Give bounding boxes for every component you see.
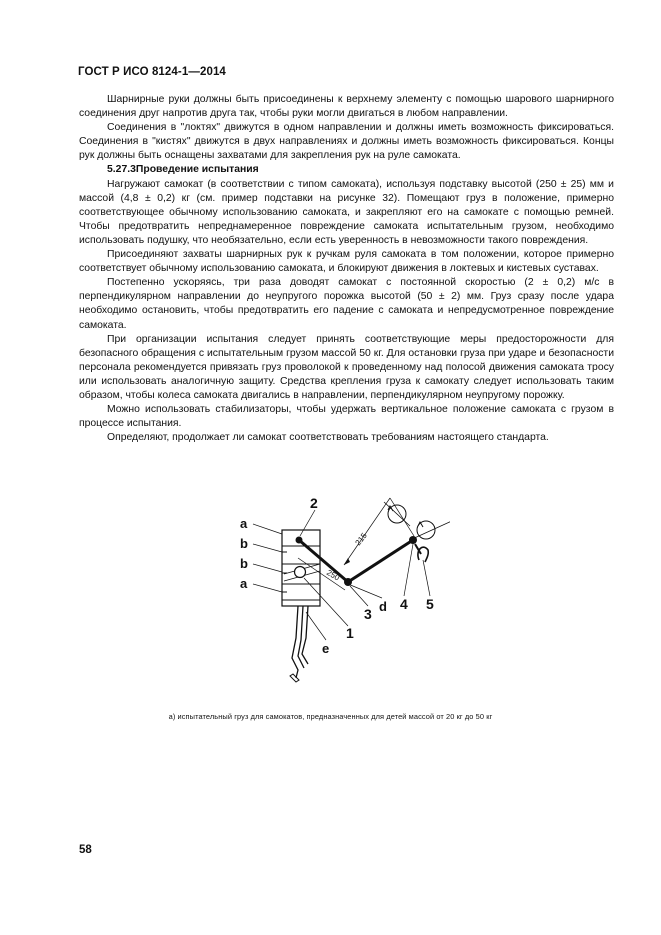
- dimension-upper-arm: 215: [353, 531, 369, 548]
- label-5: 5: [426, 596, 434, 612]
- label-b-upper: b: [240, 536, 248, 551]
- figure-caption: а) испытательный груз для самокатов, предназначенных для детей массой от 20 кг до 50 кг: [168, 712, 493, 721]
- label-a-bottom: a: [240, 576, 248, 591]
- label-e: e: [322, 641, 330, 656]
- ball-joint: [295, 567, 306, 578]
- paragraph-joints: Соединения в "локтях" движутся в одном направлении и должны иметь возможность фиксироваться. Соединения в "кистях" движутся в двух направлениях и должны иметь возможность фиксироваться. Концы рук должны быть оснащены захватами для закрепления рук на руле самоката.: [79, 122, 614, 162]
- upper-arm: [348, 540, 413, 582]
- test-weight-figure: [220, 488, 450, 686]
- grip: [418, 547, 428, 562]
- paragraph-grips: Присоединяют захваты шарнирных рук к ручкам руля самоката в том положении, которое примерно соответствует обычному использованию самоката, и блокируют движения в локтевых и кистевых суставах.: [79, 249, 614, 275]
- label-d: d: [379, 599, 387, 614]
- test-weight-drawing: [220, 488, 450, 686]
- paragraph-conclusion: Определяют, продолжает ли самокат соответствовать требованиям настоящего стандарта.: [107, 432, 549, 444]
- document-header: ГОСТ Р ИСО 8124-1—2014: [78, 66, 226, 78]
- dimension-lower-arm: 250: [325, 567, 342, 583]
- body-text: [79, 93, 614, 445]
- label-b-lower: b: [240, 556, 248, 571]
- label-2: 2: [310, 495, 318, 511]
- label-a-top: a: [240, 516, 248, 531]
- label-3: 3: [364, 606, 372, 622]
- label-1: 1: [346, 625, 354, 641]
- paragraph-safety: При организации испытания следует принять соответствующие меры предосторожности для безопасного обращения с испытательным грузом массой 50 кг. Для остановки груза при ударе и безопасности персонала рекомендуется привязать груз проволокой к проведенному над полосой движения самоката тросу или использовать аналогичную защиту. Средства крепления груза к самокату следует использовать таким образом, чтобы колеса самоката двигались в направлении, перпендикулярном неупругому порожку.: [79, 333, 614, 401]
- page-number: 58: [79, 844, 92, 856]
- section-heading: 5.27.3Проведение испытания: [107, 164, 259, 176]
- paragraph-acceleration: Постепенно ускоряясь, три раза доводят самокат с постоянной скоростью (2 ± 0,2) м/с в перпендикулярном направлении до неупругого порожка высотой (50 ± 2) мм. Груз сразу после удара необходимо остановить, чтобы предотвратить его падение с самоката и непредусмотренное повреждение самоката.: [79, 277, 614, 331]
- paragraph-arms-joint: Шарнирные руки должны быть присоединены к верхнему элементу с помощью шарового шарнирного соединения друг напротив друга так, чтобы руки могли двигаться в любом направлении.: [79, 94, 614, 120]
- label-4: 4: [400, 596, 408, 612]
- paragraph-stabilizers: Можно использовать стабилизаторы, чтобы удержать вертикальное положение самоката с грузом в процессе испытания.: [79, 404, 614, 430]
- paragraph-loading: Нагружают самокат (в соответствии с типом самоката), используя подставку высотой (250 ± 25) мм и массой (4,8 ± 0,2) кг (см. пример подставки на рисунке 32). Помещают груз в положение, примерно соответствующее обычному использованию самоката, и закрепляют его на самокате с помощью ремней. Чтобы предотвратить непреднамеренное повреждение самоката испытательным грузом, необходимо использовать подушку, что необязательно, если есть уверенность в невозможности такого повреждения.: [79, 178, 614, 246]
